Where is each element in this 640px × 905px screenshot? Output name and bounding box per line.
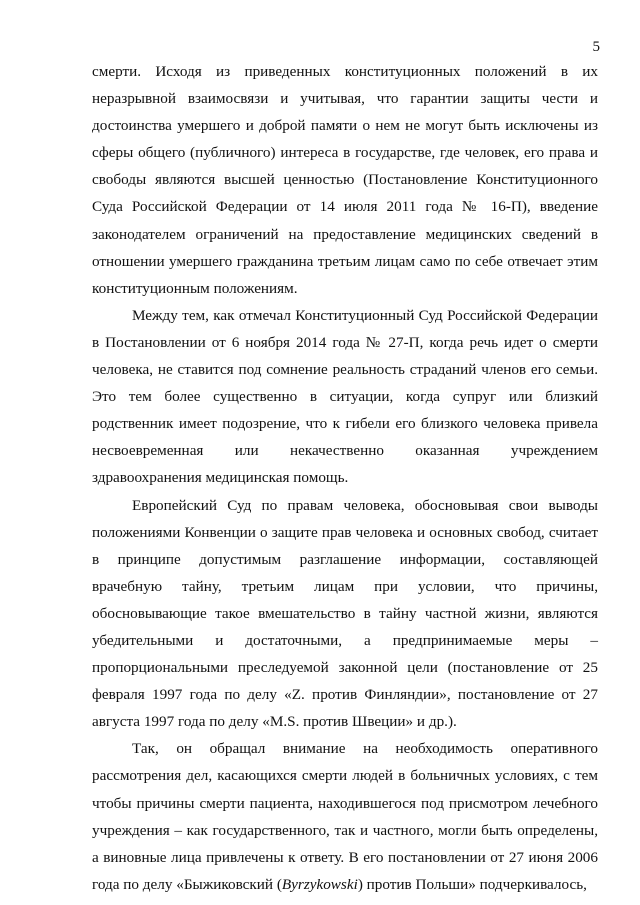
paragraph-4-italic-name: Byrzykowski (281, 875, 358, 893)
page-number: 5 (592, 39, 600, 55)
paragraph-4-text-after: ) против Польши» подчеркивалось, (357, 875, 587, 893)
paragraph-2: Между тем, как отмечал Конституционный Суд Российской Федерации в Постановлении от 6 ноября 2014 года № 27-П, когда речь идет о смерти человека, не ставится под сомнение реальность страданий членов его семьи. Это тем более существенно в ситуации, когда супруг или близкий родственник имеет подозрение, что к гибели его близкого человека привела несвоевременная или некачественно оказанная учреждением здравоохранения медицинская помощь. (92, 306, 598, 487)
paragraph-3: Европейский Суд по правам человека, обосновывая свои выводы положениями Конвенции о защите прав человека и основных свобод, считает в принципе допустимым разглашение информации, составляющей врачебную тайну, третьим лицам при условии, что причины, обосновывающие такое вмешательство в тайну частной жизни, являются убедительными и достаточными, а предпринимаемые меры – пропорциональными преследуемой законной цели (постановление от 25 февраля 1997 года по делу «Z. против Финляндии», постановление от 27 августа 1997 года по делу «M.S. против Швеции» и др.). (92, 496, 598, 731)
paragraph-4-text-before: Так, он обращал внимание на необходимость оперативного рассмотрения дел, касающихся смерти людей в больничных условиях, с тем чтобы причины смерти пациента, находившегося под присмотром лечебного учреждения – как государственного, так и частного, могли быть определены, а виновные лица привлечены к ответу. В его постановлении от 27 июня 2006 года по делу «Быжиковский ( (92, 740, 598, 893)
paragraph-4 (92, 735, 598, 898)
paragraph-1: смерти. Исходя из приведенных конституционных положений в их неразрывной взаимосвязи и учитывая, что гарантии защиты чести и достоинства умершего и доброй памяти о нем не могут быть исключены из сферы общего (публичного) интереса в государстве, где человек, его права и свободы являются высшей ценностью (Постановление Конституционного Суда Российской Федерации от 14 июля 2011 года № 16-П), введение законодателем ограничений на предоставление медицинских сведений в отношении умершего гражданина третьим лицам само по себе отвечает этим конституционным положениям. (92, 63, 598, 297)
document-body (92, 58, 598, 898)
